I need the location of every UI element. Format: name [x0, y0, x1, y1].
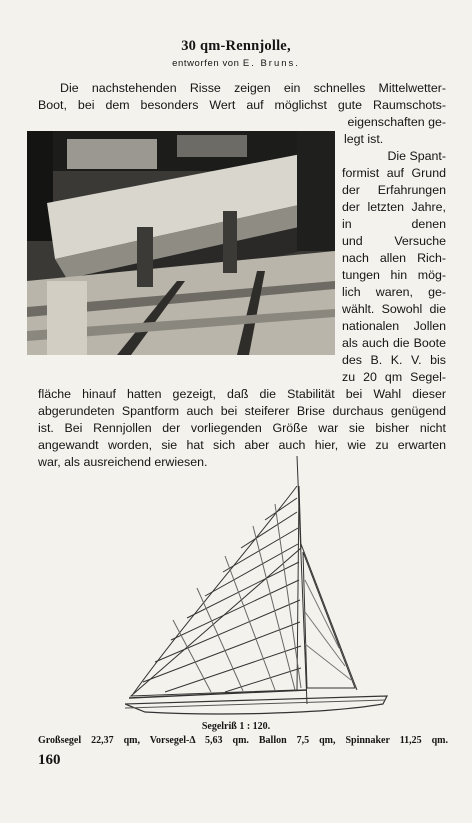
body-line: in denen	[342, 217, 446, 231]
body-line: Die nachstehenden Risse zeigen ein schnelles Mittelwetter-	[60, 81, 446, 95]
body-line: und Versuche	[342, 234, 446, 248]
body-line: formist auf Grund	[342, 166, 446, 180]
body-line: tungen hin mög-	[342, 268, 446, 282]
boat-photo	[27, 131, 335, 355]
body-line: nach allen Rich-	[342, 251, 446, 265]
sail-seam	[225, 556, 275, 690]
body-line: Die Spant-	[387, 149, 446, 163]
boat-photo-image	[27, 131, 335, 355]
sail-areas-line: Großsegel 22,37 qm, Vorsegel-Δ 5,63 qm. Ballon 7,5 qm, Spinnaker 11,25 qm.	[38, 735, 448, 746]
body-line: der Erfahrungen	[342, 183, 446, 197]
byline-prefix: entworfen von	[172, 58, 240, 69]
sail-seam	[197, 588, 243, 691]
body-line: wählt. Sowohl die	[342, 302, 446, 316]
body-line: lich waren, ge-	[342, 285, 446, 299]
jib-seam	[305, 580, 339, 648]
sail-seam	[275, 504, 301, 688]
body-line: zu 20 qm Segel-	[342, 370, 446, 384]
sail-seam	[225, 668, 301, 692]
body-line: der letzten Jahre,	[342, 200, 446, 214]
body-line: nationalen Jollen	[342, 319, 446, 333]
body-line: ist. Bei Rennjollen der vorliegenden Größe war sie bisher nicht	[38, 421, 446, 435]
sail-seam	[265, 498, 297, 520]
byline-author: E. Bruns.	[242, 58, 300, 69]
sail-seam	[253, 526, 295, 690]
body-line: als auch die Boote	[342, 336, 446, 350]
sail-plan-svg	[125, 452, 395, 720]
jib-seam	[305, 644, 351, 680]
boom-line	[129, 690, 307, 698]
figure-caption: Segelriß 1 : 120.	[201, 721, 271, 732]
body-line: eigenschaften ge-	[347, 115, 446, 129]
forestay-line	[301, 544, 357, 690]
byline	[0, 58, 472, 69]
article-title: 30 qm-Rennjolle,	[181, 38, 291, 54]
body-line: abgerundeten Spantform auch bei steiferer Brise durchaus genügend	[38, 404, 446, 418]
body-line: Boot, bei dem besonders Wert auf möglichst gute Raumschots-	[38, 98, 446, 112]
body-line: legt ist.	[344, 132, 384, 146]
body-line: des B. K. V. bis	[342, 353, 446, 367]
body-line: fläche hinauf hatten gezeigt, daß die Stabilität bei Wahl dieser	[38, 387, 446, 401]
waterline	[125, 700, 385, 708]
sail-plan-drawing	[125, 452, 395, 720]
sail-seam	[155, 600, 300, 662]
hull-outline	[125, 696, 387, 714]
body-line: angewandt worden, sie hat sich aber auch hier, wie zu erwarten	[38, 438, 446, 452]
page-number: 160	[38, 752, 61, 768]
sail-seam	[187, 562, 299, 618]
body-line: war, als ausreichend erwiesen.	[38, 455, 208, 469]
